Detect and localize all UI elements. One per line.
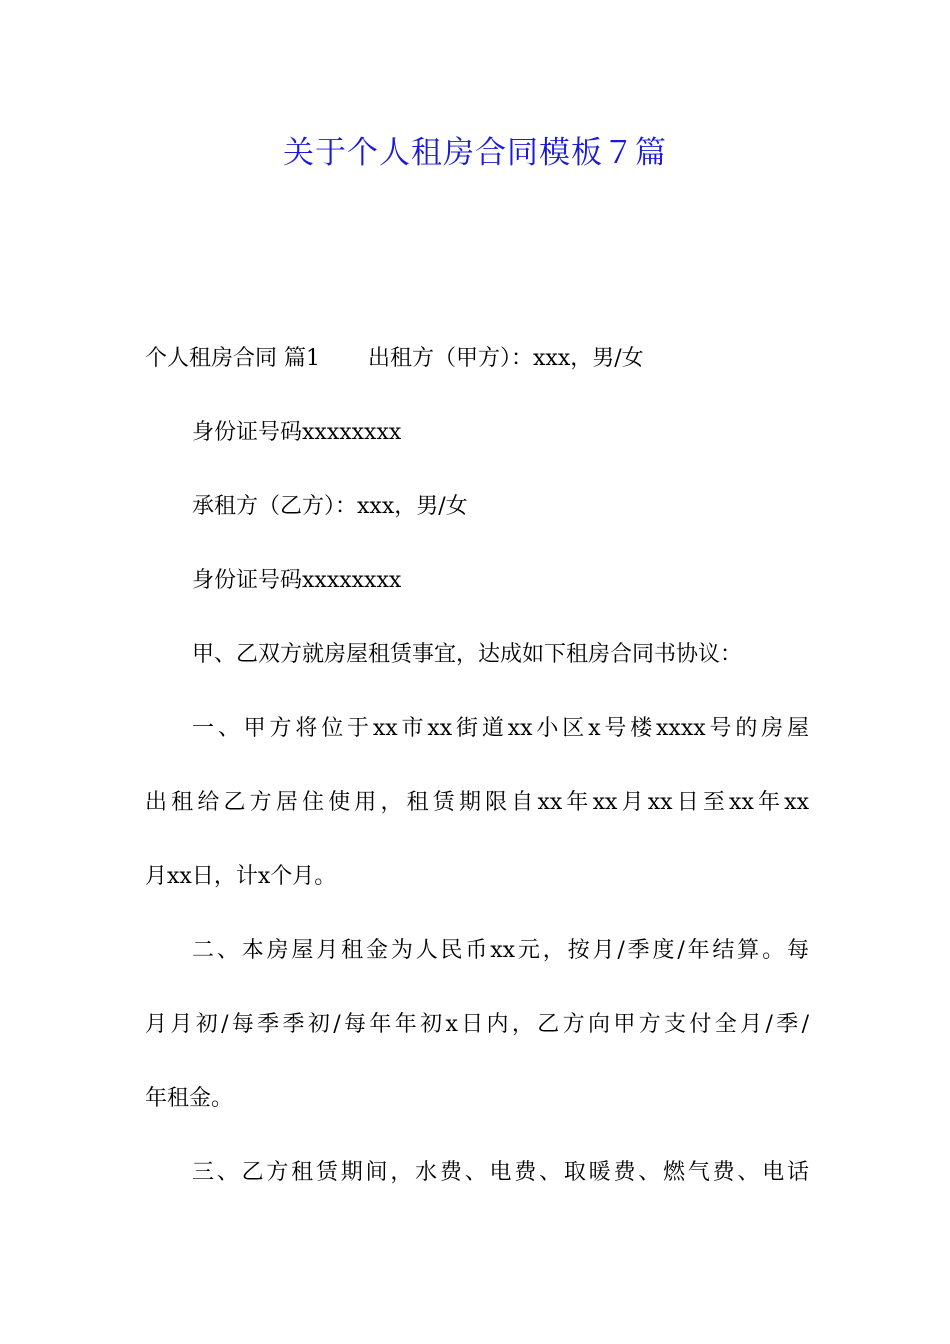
lessee-line: 承租方（乙方）：xxx，男/女	[192, 494, 468, 519]
lessor-line: 出租方（甲方）：xxx，男/女	[368, 346, 644, 371]
clause-1-line-1: 一、甲方将位于xx市xx街道xx小区x号楼xxxx号的房屋	[192, 716, 809, 741]
document-title: 关于个人租房合同模板７篇	[283, 135, 667, 171]
clause-1-line-3: 月xx日，计x个月。	[145, 864, 337, 889]
clause-1-line-2: 出租给乙方居住使用，租赁期限自xx年xx月xx日至xx年xx	[145, 790, 809, 815]
agreement-intro-line: 甲、乙双方就房屋租赁事宜，达成如下租房合同书协议：	[192, 642, 743, 667]
contract-heading-line	[145, 322, 644, 396]
clause-3-line-1: 三、乙方租赁期间，水费、电费、取暖费、燃气费、电话	[192, 1160, 809, 1185]
lessor-id-line: 身份证号码xxxxxxxx	[192, 420, 402, 445]
clause-2-line-1: 二、本房屋月租金为人民币xx元，按月/季度/年结算。每	[192, 938, 809, 963]
clause-2-line-3: 年租金。	[145, 1086, 234, 1111]
clause-2-line-2: 月月初/每季季初/每年年初x日内，乙方向甲方支付全月/季/	[145, 1012, 809, 1037]
contract-section-label: 个人租房合同 篇1	[145, 346, 320, 371]
lessee-id-line: 身份证号码xxxxxxxx	[192, 568, 402, 593]
